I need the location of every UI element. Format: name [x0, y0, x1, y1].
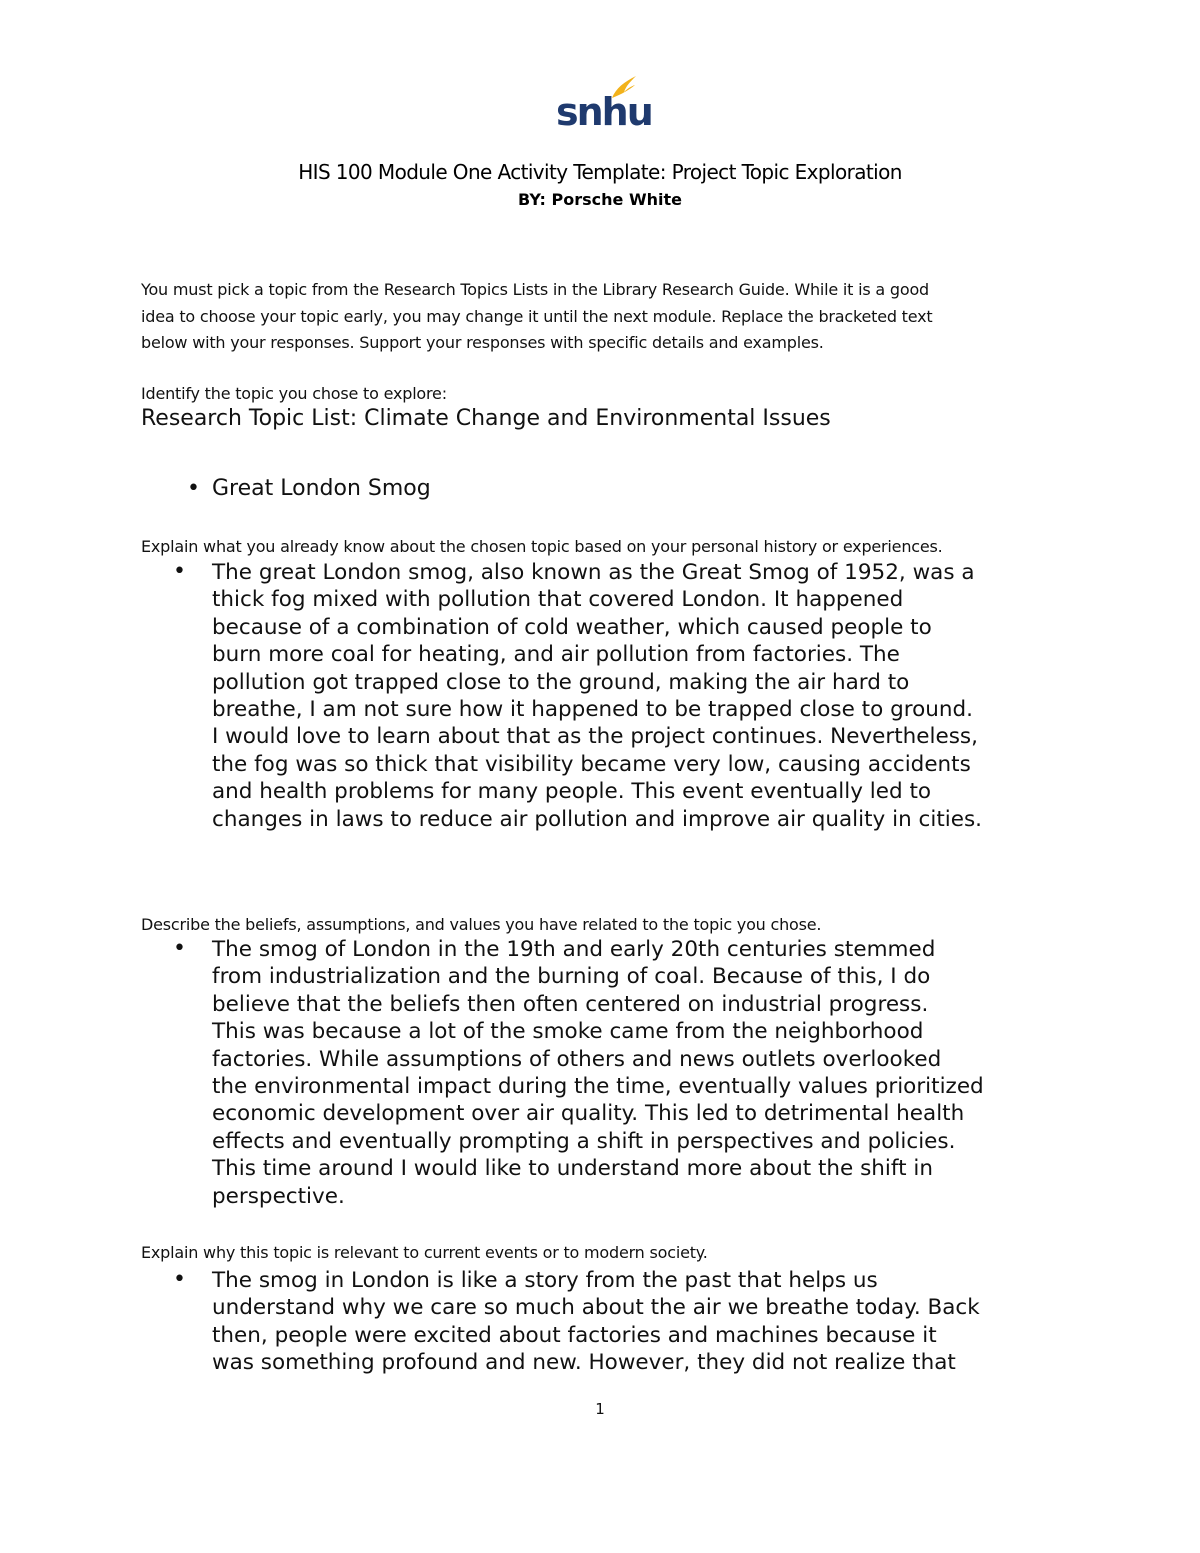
beliefs-prompt: Describe the beliefs, assumptions, and values you have related to the topic you chose.: [141, 915, 822, 934]
knowledge-prompt: Explain what you already know about the chosen topic based on your personal history or experiences.: [141, 537, 943, 556]
document-title: HIS 100 Module One Activity Template: Project Topic Exploration: [298, 160, 902, 184]
page-number: 1: [595, 1400, 605, 1418]
bullet-marker: •: [173, 936, 186, 961]
bullet-marker: •: [187, 476, 200, 501]
bullet-marker: •: [173, 559, 186, 584]
intro-line: You must pick a topic from the Research Topics Lists in the Library Research Guide. While it is a good: [141, 280, 929, 299]
topic-prompt: Identify the topic you chose to explore:: [141, 384, 447, 403]
snhu-logo: [556, 74, 652, 134]
logo-wordmark: snhu: [556, 90, 652, 134]
relevance-answer: The smog in London is like a story from the past that helps us understand why we care so much about the air we breathe today. Back then, people were excited about factories and machines because it was something profound and new. However, they did not realize that: [212, 1268, 980, 1376]
bullet-marker: •: [173, 1267, 186, 1292]
knowledge-answer: The great London smog, also known as the Great Smog of 1952, was a thick fog mixed with pollution that covered London. It happened because of a combination of cold weather, which caused people to burn more coal for heating, and air pollution from factories. The pollution got trapped close to the ground, making the air hard to breathe, I am not sure how it happened to be trapped close to ground. I would love to learn about that as the project continues. Nevertheless, the fog was so thick that visibility became very low, causing accidents and health problems for many people. This event eventually led to changes in laws to reduce air pollution and improve air quality in cities.: [212, 560, 983, 832]
intro-paragraph: [141, 277, 1041, 357]
author-byline: BY: Porsche White: [518, 190, 682, 209]
intro-line: below with your responses. Support your responses with specific details and examples.: [141, 333, 824, 352]
relevance-prompt: Explain why this topic is relevant to current events or to modern society.: [141, 1243, 708, 1262]
topic-list-title: Research Topic List: Climate Change and Environmental Issues: [141, 406, 831, 431]
intro-line: idea to choose your topic early, you may change it until the next module. Replace the bracketed text: [141, 306, 933, 326]
chosen-topic: Great London Smog: [212, 476, 431, 501]
beliefs-answer: The smog of London in the 19th and early 20th centuries stemmed from industrialization and the burning of coal. Because of this, I do believe that the beliefs then often centered on industrial progress. This was because a lot of the smoke came from the neighborhood factories. While assumptions of others and news outlets overlooked the environmental impact during the time, eventually values prioritized economic development over air quality. This led to detrimental health effects and eventually prompting a shift in perspectives and policies. This time around I would like to understand more about the shift in perspective.: [212, 937, 984, 1209]
